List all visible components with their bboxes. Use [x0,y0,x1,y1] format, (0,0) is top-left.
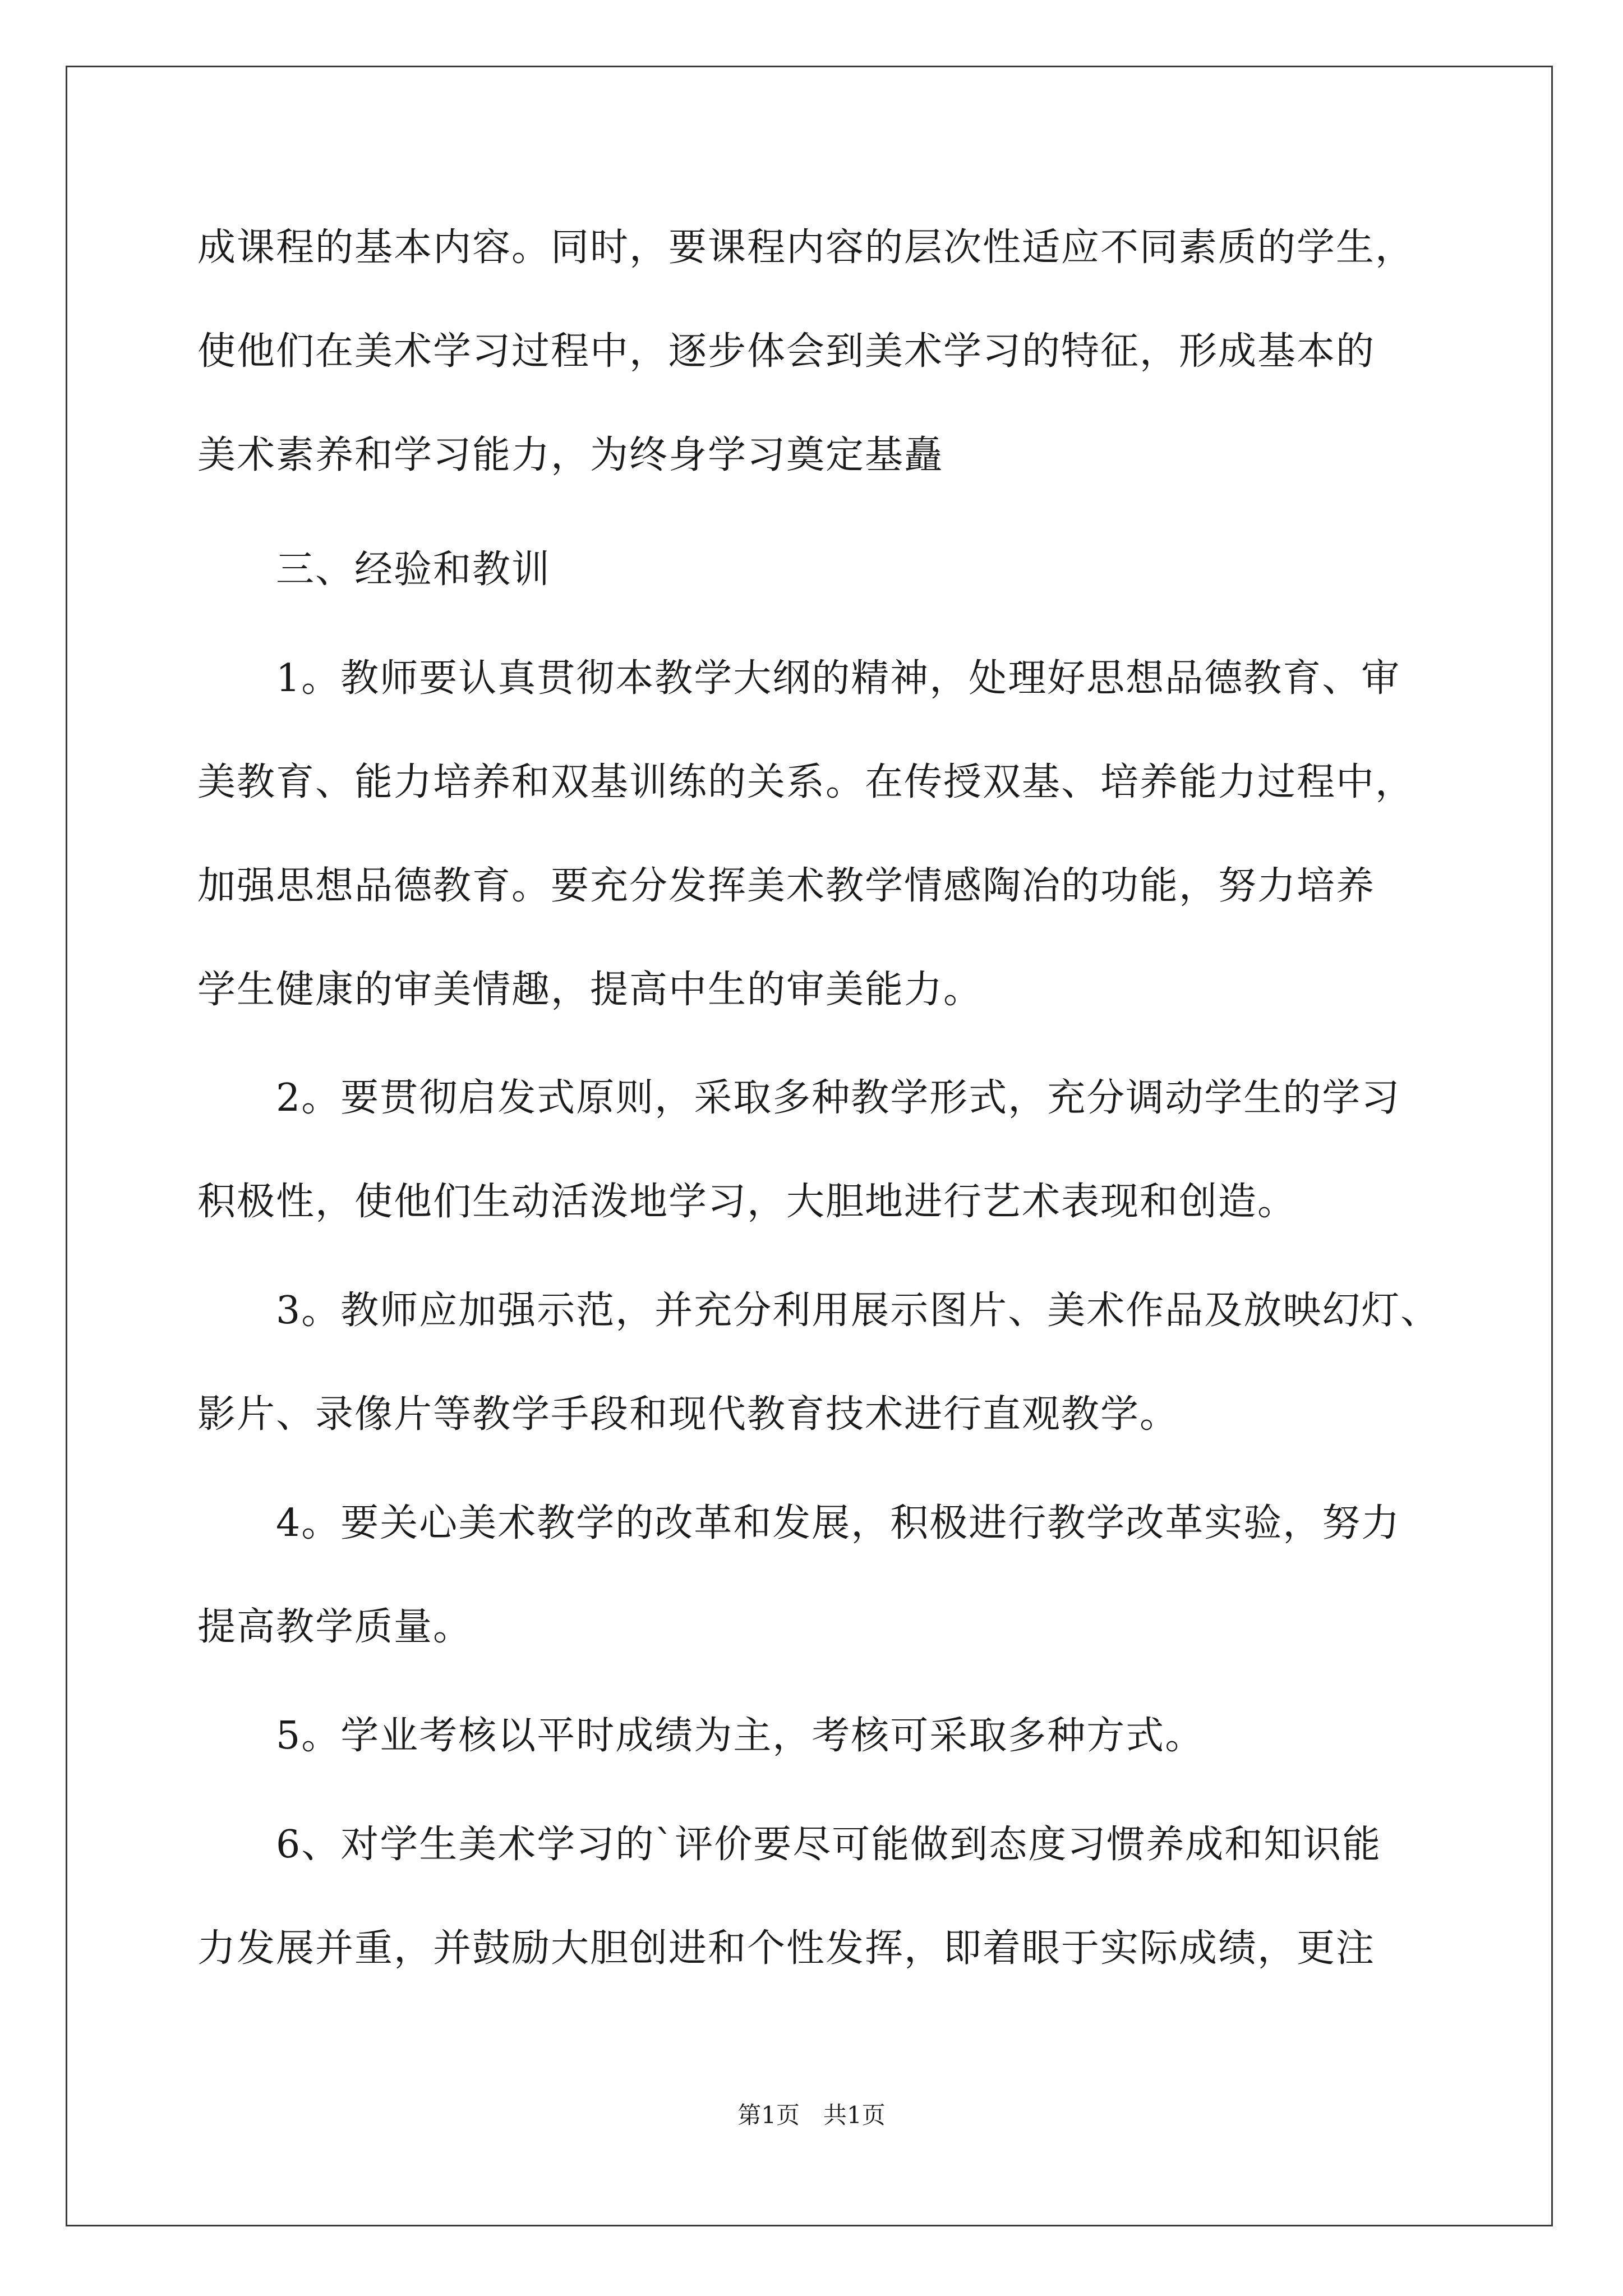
text-line-7: 加强思想品德教育。要充分发挥美术教学情感陶冶的功能，努力培养 [197,864,1376,908]
text-line-5: 1。教师要认真贯彻本教学大纲的精神，处理好思想品德教育、审 [276,656,1401,701]
text-line-12: 影片、录像片等教学手段和现代教育技术进行直观教学。 [197,1392,1179,1437]
text-line-2: 使他们在美术学习过程中，逐步体会到美术学习的特征，形成基本的 [197,329,1376,374]
text-line-16: 6、对学生美术学习的`评价要尽可能做到态度习惯养成和知识能 [276,1823,1382,1867]
text-line-14: 提高教学质量。 [197,1605,473,1649]
text-line-17: 力发展并重，并鼓励大胆创进和个性发挥，即着眼于实际成绩，更注 [197,1926,1376,1971]
text-line-11: 3。教师应加强示范，并充分利用展示图片、美术作品及放映幻灯、 [276,1289,1440,1333]
text-line-8: 学生健康的审美情趣，提高中生的审美能力。 [197,968,983,1012]
text-line-1: 成课程的基本内容。同时，要课程内容的层次性适应不同素质的学生， [197,226,1415,270]
text-line-13: 4。要关心美术教学的改革和发展，积极进行教学改革实验，努力 [276,1501,1401,1545]
text-line-6: 美教育、能力培养和双基训练的关系。在传授双基、培养能力过程中， [197,760,1415,804]
page-footer: 第1页 共1页 [737,2101,886,2129]
section-heading: 三、经验和教训 [276,547,551,592]
page-border [66,66,1553,2226]
text-line-3: 美术素养和学习能力，为终身学习奠定基矗 [197,433,944,477]
text-line-10: 积极性，使他们生动活泼地学习，大胆地进行艺术表现和创造。 [197,1180,1297,1224]
text-line-9: 2。要贯彻启发式原则，采取多种教学形式，充分调动学生的学习 [276,1076,1401,1120]
text-line-15: 5。学业考核以平时成绩为主，考核可采取多种方式。 [276,1714,1205,1758]
